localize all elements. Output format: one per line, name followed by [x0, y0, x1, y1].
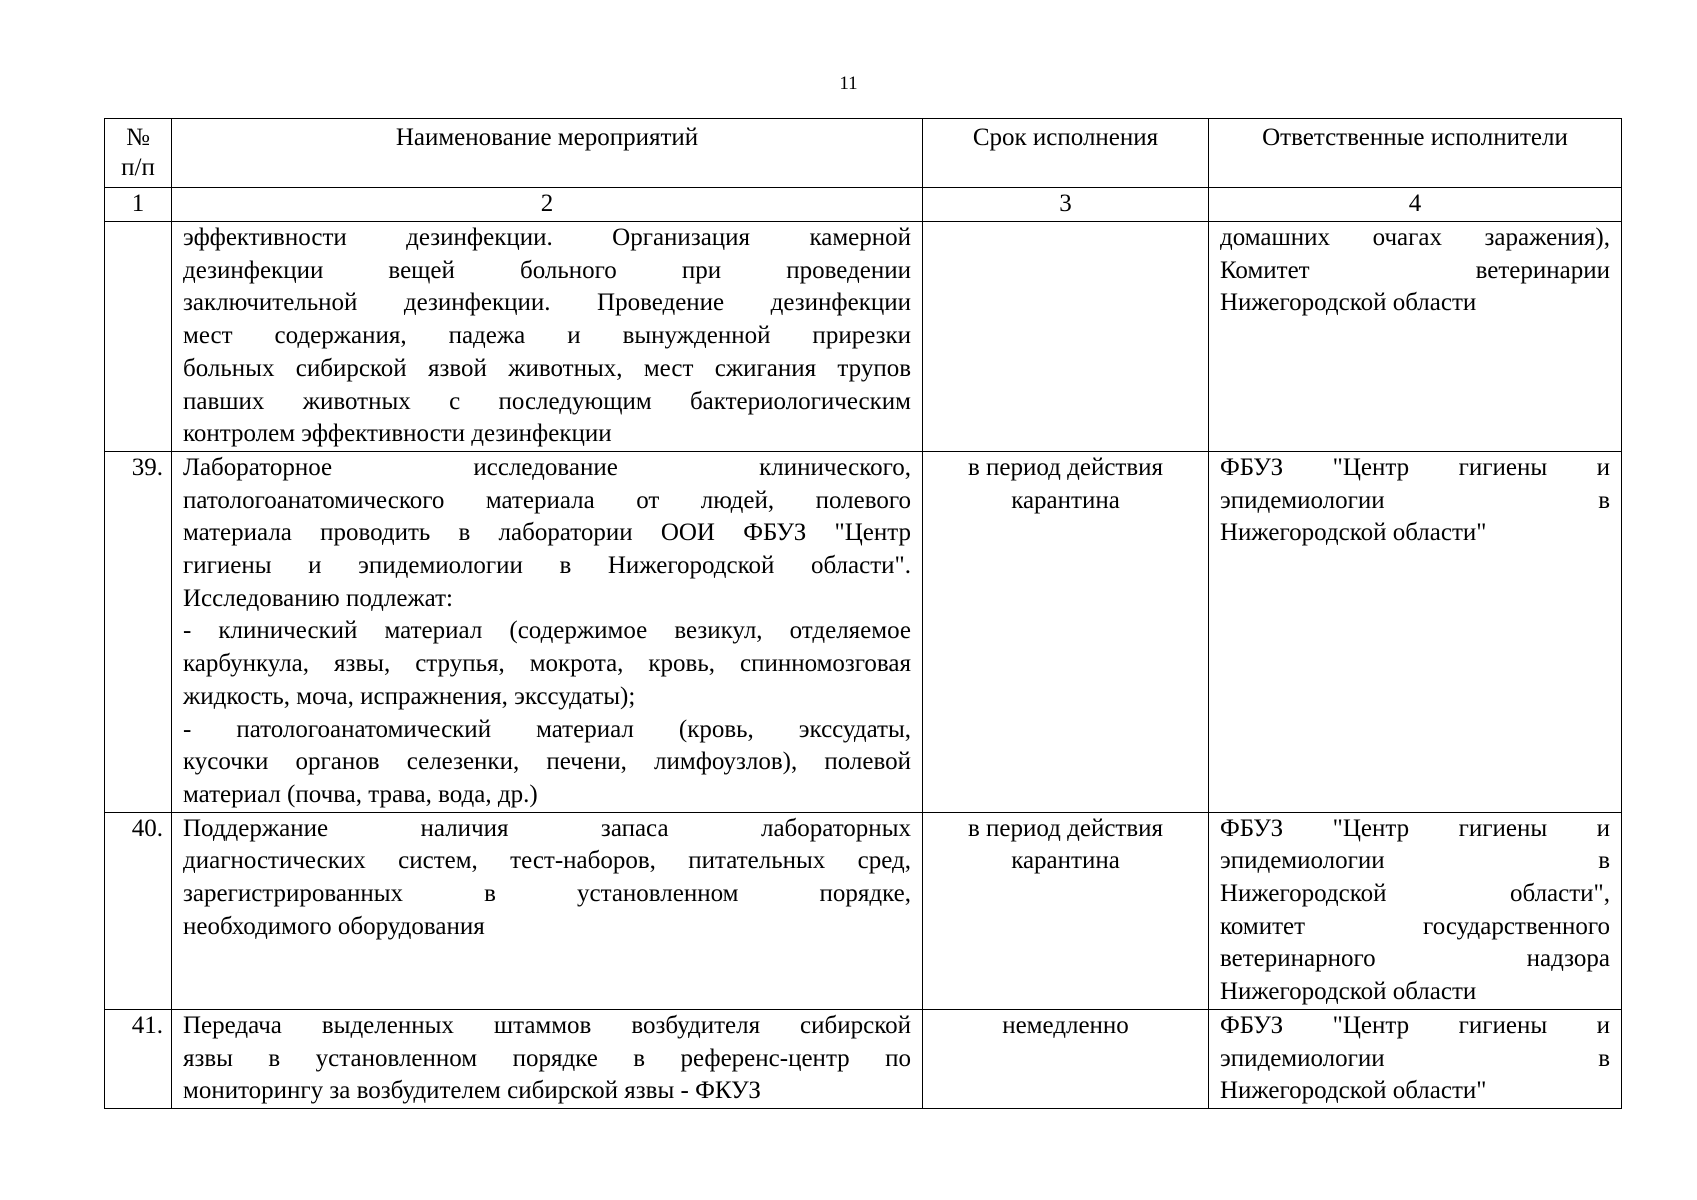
responsible-line: домашних очагах заражения), [1220, 224, 1610, 251]
page-number: 11 [839, 73, 858, 94]
responsible [1209, 451, 1622, 812]
column-number: 1 [105, 188, 172, 222]
measure-name [172, 812, 923, 1009]
responsible [1209, 812, 1622, 1009]
measure-name-line: контролем эффективности дезинфекции [183, 420, 612, 448]
header-term: Срок исполнения [923, 119, 1209, 188]
table-row [105, 451, 1622, 812]
deadline-line: в период действия [967, 453, 1164, 481]
measure-name-line: Передача выделенных штаммов возбудителя сибирской [183, 1011, 911, 1039]
responsible-line: ФБУЗ "Центр гигиены и [1220, 453, 1610, 481]
deadline [923, 1009, 1209, 1108]
deadline [923, 812, 1209, 1009]
responsible-line: Комитет ветеринарии [1220, 256, 1610, 284]
measure-name-line: - клинический материал (содержимое везикул, отделяемое [183, 617, 911, 645]
table-body [105, 222, 1622, 1109]
table-row [105, 812, 1622, 1009]
responsible-line: ветеринарного надзора [1220, 945, 1610, 973]
measure-name-line: жидкость, моча, испражнения, экссудаты); [183, 682, 636, 710]
measure-name-line: язвы в установленном порядке в референс-центр по [183, 1044, 911, 1072]
table-row [105, 222, 1622, 452]
deadline [923, 451, 1209, 812]
measure-name-line: Лабораторное исследование клинического, [183, 453, 911, 481]
measures-table [104, 118, 1622, 1109]
measure-name-line: кусочки органов селезенки, печени, лимфоузлов), полевой [183, 748, 911, 776]
measure-name-line: материал (почва, трава, вода, др.) [183, 780, 538, 808]
deadline-line: в период действия [967, 814, 1164, 842]
measure-name-line: больных сибирской язвой животных, мест сжигания трупов [183, 354, 911, 382]
column-number: 3 [923, 188, 1209, 222]
measure-name-line: гигиены и эпидемиологии в Нижегородской области". [183, 552, 911, 580]
table-row [105, 1009, 1622, 1108]
measure-name [172, 222, 923, 452]
responsible-line: Нижегородской области" [1220, 519, 1487, 547]
column-numbers-row [105, 188, 1622, 222]
responsible [1209, 222, 1622, 452]
responsible-line: Нижегородской области" [1220, 1077, 1487, 1105]
table-header-row [105, 119, 1622, 188]
responsible-line: ФБУЗ "Центр гигиены и [1220, 1011, 1610, 1039]
row-number: 40. [105, 812, 172, 1009]
measure-name-line: заключительной дезинфекции. Проведение дезинфекции [183, 289, 911, 317]
measure-name [172, 1009, 923, 1108]
row-number: 39. [105, 451, 172, 812]
measure-name-line: зарегистрированных в установленном порядке, [183, 880, 911, 908]
deadline [923, 222, 1209, 452]
header-name: Наименование мероприятий [172, 119, 923, 188]
header-resp: Ответственные исполнители [1209, 119, 1622, 188]
measure-name-line: патологоанатомического материала от людей, полевого [183, 486, 911, 514]
measure-name-line: необходимого оборудования [183, 912, 485, 940]
deadline-line: немедленно [1002, 1011, 1129, 1039]
measure-name-line: павших животных с последующим бактериологическим [183, 387, 911, 415]
measure-name-line: Поддержание наличия запаса лабораторных [183, 814, 911, 842]
deadline-line: карантина [1011, 486, 1120, 514]
measure-name-line: карбункула, язвы, струпья, мокрота, кровь, спинномозговая [183, 650, 911, 678]
responsible-line: эпидемиологии в [1220, 847, 1610, 875]
measure-name-line: диагностических систем, тест-наборов, питательных сред, [183, 847, 911, 875]
column-number: 4 [1209, 188, 1622, 222]
responsible-line: эпидемиологии в [1220, 1044, 1610, 1072]
measure-name [172, 451, 923, 812]
measure-name-line: эффективности дезинфекции. Организация камерной [183, 224, 911, 251]
measure-name-line: Исследованию подлежат: [183, 584, 454, 612]
row-number: 41. [105, 1009, 172, 1108]
measure-name-line: дезинфекции вещей больного при проведении [183, 256, 911, 284]
responsible-line: комитет государственного [1220, 912, 1610, 940]
responsible-line: Нижегородской области [1220, 978, 1477, 1006]
responsible [1209, 1009, 1622, 1108]
measure-name-line: - патологоанатомический материал (кровь, экссудаты, [183, 715, 911, 743]
measure-name-line: мест содержания, падежа и вынужденной прирезки [183, 322, 911, 350]
header-num-label: № п/п [121, 124, 155, 181]
column-number: 2 [172, 188, 923, 222]
measure-name-line: материала проводить в лаборатории ООИ ФБУЗ "Центр [183, 519, 911, 547]
measure-name-line: мониторингу за возбудителем сибирской язвы - ФКУЗ [183, 1077, 761, 1105]
header-num [105, 119, 172, 188]
responsible-line: ФБУЗ "Центр гигиены и [1220, 814, 1610, 842]
responsible-line: эпидемиологии в [1220, 486, 1610, 514]
responsible-line: Нижегородской области [1220, 289, 1477, 317]
row-number [105, 222, 172, 452]
responsible-line: Нижегородской области", [1220, 880, 1610, 908]
deadline-line: карантина [1011, 847, 1120, 875]
